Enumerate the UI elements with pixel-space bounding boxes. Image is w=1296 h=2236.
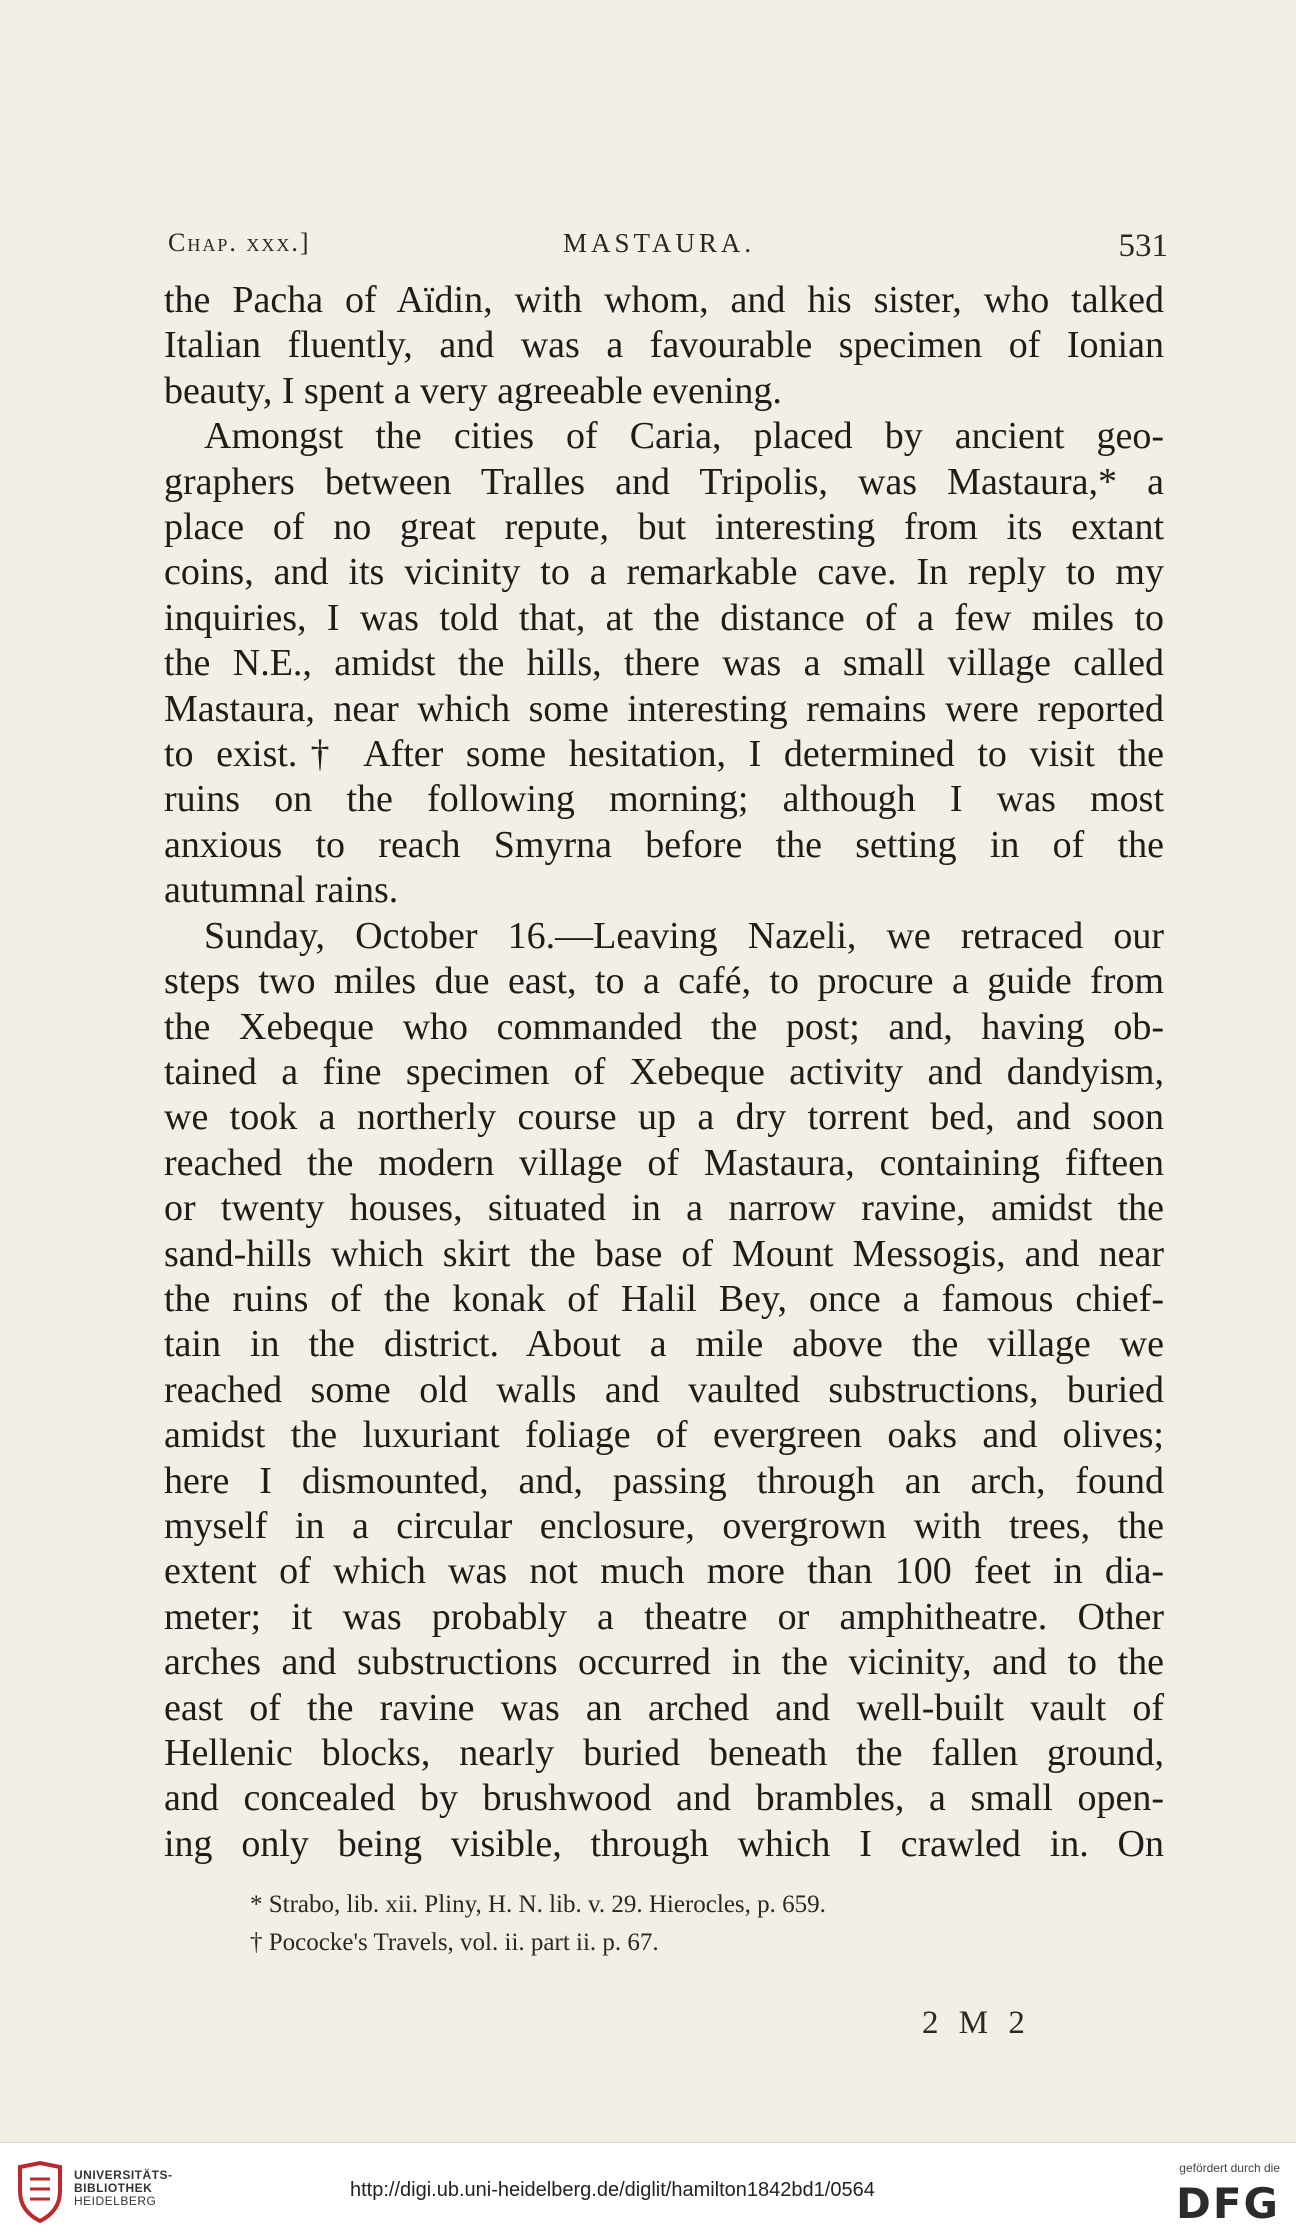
text-line: arches and substructions occurred in the vicinity, and to the — [164, 1641, 1164, 1684]
text-line: the Xebeque who commanded the post; and, having ob- — [164, 1005, 1164, 1048]
text-line: steps two miles due east, to a café, to procure a guide from — [164, 960, 1164, 1003]
text-line: and concealed by brushwood and brambles, a small open- — [164, 1777, 1164, 1820]
text-line: or twenty houses, situated in a narrow ravine, amidst the — [164, 1187, 1164, 1230]
text-line: Mastaura, near which some interesting remains were reported — [164, 687, 1164, 730]
footnotes — [250, 1886, 1150, 1962]
text-line: Sunday, October 16.—Leaving Nazeli, we retraced our — [204, 914, 1164, 957]
text-line: reached some old walls and vaulted substructions, buried — [164, 1368, 1164, 1411]
footnote: * Strabo, lib. xii. Pliny, H. N. lib. v. 29. Hierocles, p. 659. — [250, 1891, 826, 1918]
funded-by-label: gefördert durch die — [1179, 2161, 1280, 2175]
institution-line: UNIVERSITÄTS- — [74, 2168, 173, 2182]
text-line: to exist.† After some hesitation, I determined to visit the — [164, 733, 1164, 776]
text-line: here I dismounted, and, passing through an arch, found — [164, 1459, 1164, 1502]
running-header — [168, 228, 1168, 268]
text-line: we took a northerly course up a dry torrent bed, and soon — [164, 1096, 1164, 1139]
text-line: extent of which was not much more than 100 feet in dia- — [164, 1550, 1164, 1593]
viewer-footer — [0, 2142, 1296, 2236]
running-title: MASTAURA. — [563, 228, 756, 258]
text-line: sand-hills which skirt the base of Mount Messogis, and near — [164, 1232, 1164, 1275]
footnote: † Pococke's Travels, vol. ii. part ii. p. 67. — [250, 1929, 659, 1956]
body-text — [164, 278, 1164, 1867]
dfg-logo: DFG — [1175, 2179, 1280, 2228]
text-line: Amongst the cities of Caria, placed by ancient geo- — [204, 415, 1164, 458]
text-line: coins, and its vicinity to a remarkable cave. In reply to my — [164, 551, 1164, 594]
text-line: autumnal rains. — [164, 869, 399, 912]
chapter-label: Chap. xxx.] — [168, 228, 311, 257]
text-line: beauty, I spent a very agreeable evening. — [164, 369, 782, 412]
text-line: the N.E., amidst the hills, there was a small village called — [164, 642, 1164, 685]
text-line: Italian fluently, and was a favourable specimen of Ionian — [164, 324, 1164, 367]
page-number: 531 — [1118, 228, 1168, 264]
text-line: anxious to reach Smyrna before the setting in of the — [164, 823, 1164, 866]
institution-line: BIBLIOTHEK — [74, 2181, 153, 2195]
text-line: graphers between Tralles and Tripolis, was Mastaura,* a — [164, 460, 1164, 503]
text-line: the Pacha of Aïdin, with whom, and his sister, who talked — [164, 279, 1164, 321]
text-line: ruins on the following morning; although I was most — [164, 778, 1164, 821]
text-line: the ruins of the konak of Halil Bey, once a famous chief- — [164, 1277, 1164, 1320]
text-line: place of no great repute, but interesting from its extant — [164, 506, 1164, 549]
university-seal-icon — [14, 2161, 66, 2223]
institution-name — [74, 2169, 173, 2208]
text-line: Hellenic blocks, nearly buried beneath the fallen ground, — [164, 1732, 1164, 1774]
permalink-url[interactable]: http://digi.ub.uni-heidelberg.de/diglit/hamilton1842bd1/0564 — [350, 2179, 875, 2201]
text-line: amidst the luxuriant foliage of evergreen oaks and olives; — [164, 1414, 1164, 1457]
institution-line: HEIDELBERG — [74, 2194, 157, 2208]
text-line: reached the modern village of Mastaura, containing fifteen — [164, 1141, 1164, 1184]
text-line: tain in the district. About a mile above the village we — [164, 1323, 1164, 1366]
text-line: meter; it was probably a theatre or amphitheatre. Other — [164, 1595, 1164, 1638]
text-line: east of the ravine was an arched and well-built vault of — [164, 1686, 1164, 1729]
signature-mark: 2 M 2 — [922, 2005, 1031, 2041]
text-line: tained a fine specimen of Xebeque activity and dandyism, — [164, 1050, 1164, 1093]
text-line: inquiries, I was told that, at the distance of a few miles to — [164, 596, 1164, 639]
text-line: myself in a circular enclosure, overgrown with trees, the — [164, 1504, 1164, 1547]
text-line: ing only being visible, through which I crawled in. On — [164, 1822, 1164, 1865]
